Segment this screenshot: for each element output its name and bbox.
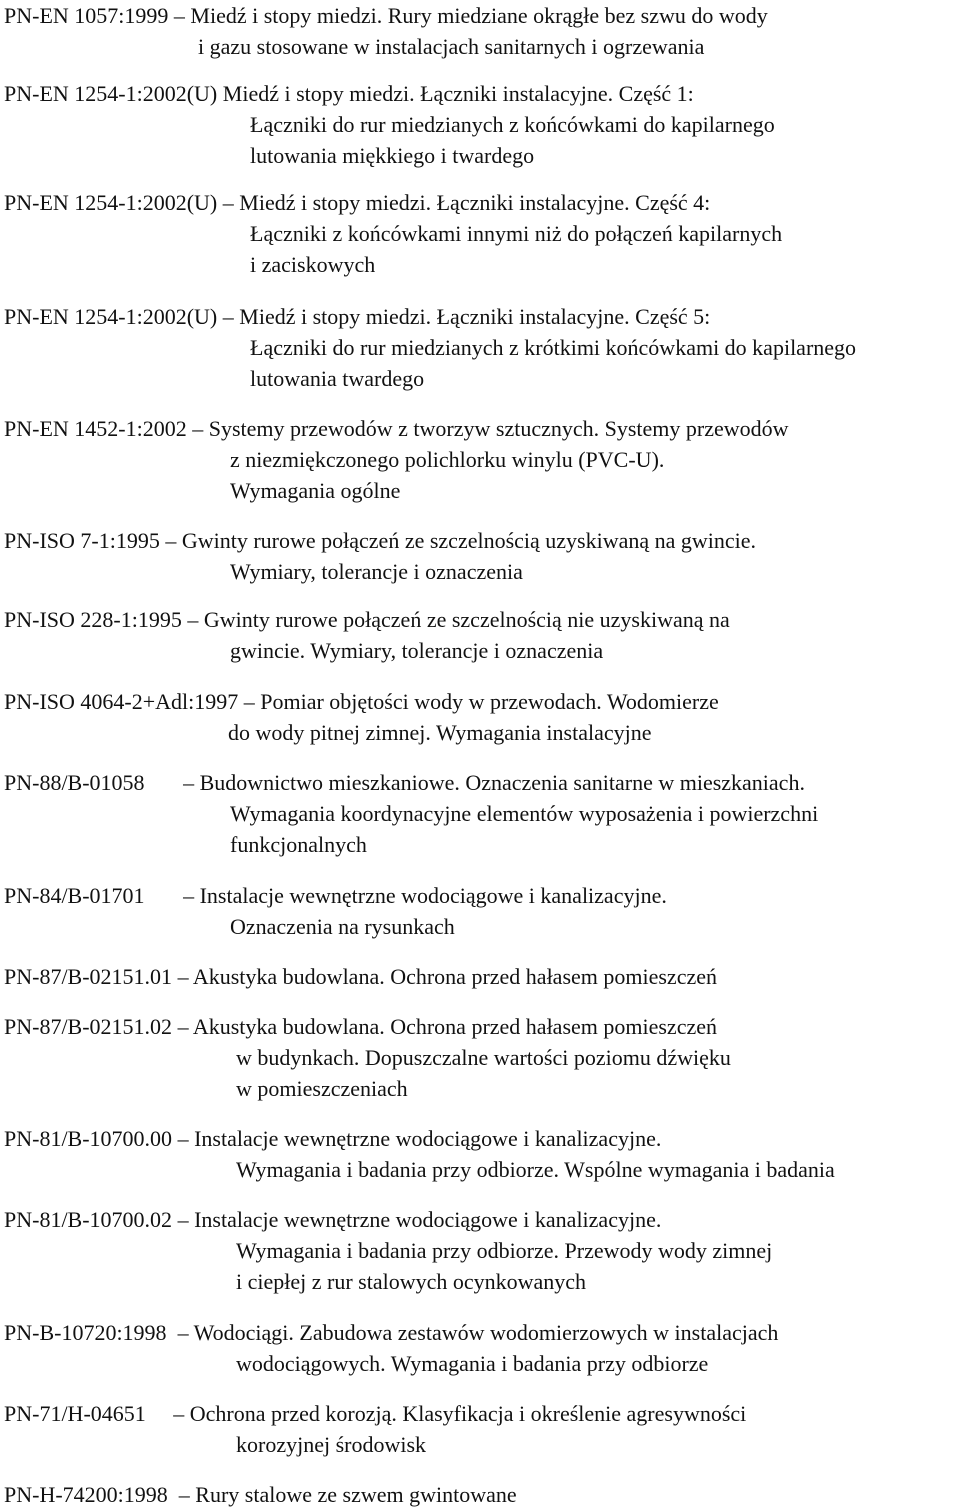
entry-continuation: Łączniki z końcówkami innymi niż do połączeń kapilarnych	[250, 221, 783, 246]
entry-first-line	[4, 525, 756, 556]
entry-first-line	[4, 1317, 778, 1348]
entry-first-line	[4, 1123, 835, 1154]
entry-first-line	[4, 880, 667, 911]
entry-continuation: Wymagania i badania przy odbiorze. Przewody wody zimnej	[236, 1238, 773, 1263]
standard-entry	[4, 1317, 778, 1379]
entry-first-line	[4, 1398, 746, 1429]
standard-code: PN-EN 1254-1:2002(U)	[4, 304, 218, 329]
entry-first-line	[4, 1479, 517, 1510]
standard-code: PN-71/H-04651	[4, 1401, 146, 1426]
standard-title: – Akustyka budowlana. Ochrona przed hałasem pomieszczeń	[177, 964, 717, 989]
standard-code: PN-ISO 228-1:1995	[4, 607, 182, 632]
standard-entry	[4, 961, 717, 992]
standard-entry	[4, 301, 856, 394]
entry-continuation: Oznaczenia na rysunkach	[230, 914, 455, 939]
entry-first-line	[4, 767, 818, 798]
standard-code: PN-EN 1254-1:2002(U)	[4, 190, 218, 215]
entry-continuation: w budynkach. Dopuszczalne wartości poziomu dźwięku	[236, 1045, 731, 1070]
entry-continuation: Wymagania koordynacyjne elementów wyposażenia i powierzchni	[230, 801, 819, 826]
entry-continuation: lutowania miękkiego i twardego	[250, 143, 535, 168]
standard-title: – Instalacje wewnętrzne wodociągowe i kanalizacyjne.	[183, 883, 667, 908]
standard-title: – Instalacje wewnętrzne wodociągowe i kanalizacyjne.	[177, 1207, 662, 1232]
standard-title: – Miedź i stopy miedzi. Łączniki instalacyjne. Część 4:	[222, 190, 711, 215]
standard-code: PN-B-10720:1998	[4, 1320, 167, 1345]
standard-code: PN-87/B-02151.01	[4, 964, 173, 989]
standard-code: PN-EN 1452-1:2002	[4, 416, 187, 441]
standard-entry	[4, 413, 789, 506]
entry-continuation: i gazu stosowane w instalacjach sanitarnych i ogrzewania	[198, 34, 705, 59]
entry-continuation: w pomieszczeniach	[236, 1076, 408, 1101]
standard-entry	[4, 525, 756, 587]
standard-title: – Budownictwo mieszkaniowe. Oznaczenia sanitarne w mieszkaniach.	[183, 770, 805, 795]
entry-continuation: korozyjnej środowisk	[236, 1432, 427, 1457]
entry-continuation: gwincie. Wymiary, tolerancje i oznaczenia	[230, 638, 604, 663]
entry-first-line	[4, 0, 768, 31]
standard-entry	[4, 187, 782, 280]
entry-continuation: do wody pitnej zimnej. Wymagania instalacyjne	[228, 720, 652, 745]
entry-continuation: i zaciskowych	[250, 252, 376, 277]
entry-first-line	[4, 301, 856, 332]
standard-code: PN-EN 1254-1:2002(U)	[4, 81, 218, 106]
entry-first-line	[4, 686, 719, 717]
standard-title: – Pomiar objętości wody w przewodach. Wodomierze	[243, 689, 719, 714]
standard-title: – Rury stalowe ze szwem gwintowane	[178, 1482, 517, 1507]
standard-title: – Wodociągi. Zabudowa zestawów wodomierzowych w instalacjach	[177, 1320, 779, 1345]
standard-title: – Gwinty rurowe połączeń ze szczelnością nie uzyskiwaną na	[187, 607, 730, 632]
standard-entry	[4, 1204, 772, 1297]
standard-title: – Systemy przewodów z tworzyw sztucznych. Systemy przewodów	[192, 416, 789, 441]
standard-code: PN-87/B-02151.02	[4, 1014, 173, 1039]
entry-continuation: Łączniki do rur miedzianych z krótkimi końcówkami do kapilarnego	[250, 335, 857, 360]
entry-continuation: lutowania twardego	[250, 366, 425, 391]
entry-continuation: z niezmiękczonego polichlorku winylu (PVC-U).	[230, 447, 665, 472]
entry-first-line	[4, 1204, 772, 1235]
standard-title: – Ochrona przed korozją. Klasyfikacja i określenie agresywności	[173, 1401, 747, 1426]
entry-continuation: wodociągowych. Wymagania i badania przy odbiorze	[236, 1351, 709, 1376]
standard-entry	[4, 0, 768, 62]
entry-continuation: Wymiary, tolerancje i oznaczenia	[230, 559, 523, 584]
standard-entry	[4, 767, 818, 860]
standard-title: – Akustyka budowlana. Ochrona przed hałasem pomieszczeń	[177, 1014, 717, 1039]
entry-first-line	[4, 413, 789, 444]
entry-continuation: Wymagania i badania przy odbiorze. Wspólne wymagania i badania	[236, 1157, 835, 1182]
standard-code: PN-81/B-10700.02	[4, 1207, 173, 1232]
standard-code: PN-ISO 7-1:1995	[4, 528, 160, 553]
entry-continuation: Wymagania ogólne	[230, 478, 401, 503]
standard-title: Miedź i stopy miedzi. Łączniki instalacyjne. Część 1:	[222, 81, 694, 106]
entry-continuation: i ciepłej z rur stalowych ocynkowanych	[236, 1269, 587, 1294]
standard-entry	[4, 880, 667, 942]
entry-first-line	[4, 961, 717, 992]
standard-code: PN-ISO 4064-2+Adl:1997	[4, 689, 239, 714]
standard-code: PN-88/B-01058	[4, 770, 145, 795]
standard-code: PN-84/B-01701	[4, 883, 145, 908]
entry-continuation: Łączniki do rur miedzianych z końcówkami do kapilarnego	[250, 112, 775, 137]
entry-first-line	[4, 78, 775, 109]
standard-code: PN-EN 1057:1999	[4, 3, 169, 28]
standard-entry	[4, 1011, 731, 1104]
standard-entry	[4, 1398, 746, 1460]
standard-entry	[4, 1123, 835, 1185]
entry-continuation: funkcjonalnych	[230, 832, 367, 857]
standard-code: PN-H-74200:1998	[4, 1482, 168, 1507]
standard-entry	[4, 686, 719, 748]
entry-first-line	[4, 604, 730, 635]
standard-title: – Miedź i stopy miedzi. Łączniki instalacyjne. Część 5:	[222, 304, 711, 329]
entry-first-line	[4, 1011, 731, 1042]
standard-title: – Gwinty rurowe połączeń ze szczelnością uzyskiwaną na gwincie.	[165, 528, 757, 553]
standard-entry	[4, 604, 730, 666]
standard-title: – Instalacje wewnętrzne wodociągowe i kanalizacyjne.	[177, 1126, 662, 1151]
standard-code: PN-81/B-10700.00	[4, 1126, 173, 1151]
standard-entry	[4, 1479, 517, 1510]
entry-first-line	[4, 187, 782, 218]
standard-title: – Miedź i stopy miedzi. Rury miedziane okrągłe bez szwu do wody	[173, 3, 768, 28]
standard-entry	[4, 78, 775, 171]
